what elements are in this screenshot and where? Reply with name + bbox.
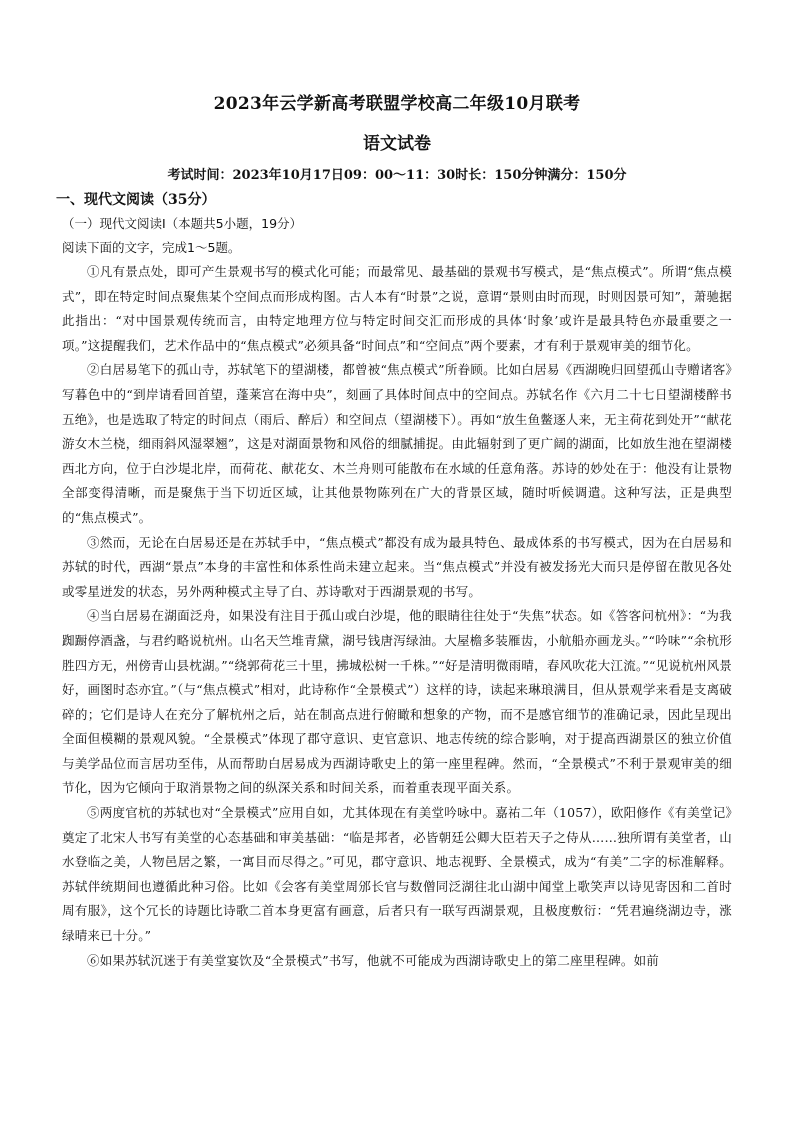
passage-paragraph-4: ④当白居易在湖面泛舟，如果没有注目于孤山或白沙堤，他的眼睛往往处于“失焦”状态。如《答客问杭州》：“为我踟蹰停酒盏，与君约略说杭州。山名天竺堆青黛，湖号钱唐泻绿油。大屋檐多装雁齿，小航船亦画龙头。”“吟味”“余杭形胜四方无，州傍青山县枕湖。”“绕郭荷花三十里，拂城松树一千株。”“好是清明微雨晴，春风吹花大江流。”“见说杭州风景好，画图时态亦宜。”（与“焦点模式”相对，此诗称作“全景模式”）这样的诗，读起来琳琅满目，但从景观学来看是支离破碎的；它们是诗人在充分了解杭州之后，站在制高点进行俯瞰和想象的产物，而不是感官细节的准确记录，因此呈现出全面但模糊的景观风貌。“全景模式”体现了郡守意识、吏官意识、地志传统的综合影响，对于提高西湖景区的独立价值与美学品位而言居功至伟，从而帮助白居易成为西湖诗歌史上的第一座里程碑。然而，“全景模式”不利于景观审美的细节化，因为它倾向于取消景物之间的纵深关系和时间关系，而着重表现平面关系。 [62,608,732,796]
passage-paragraph-5: ⑤两度官杭的苏轼也对“全景模式”应用自如，尤其体现在有美堂吟咏中。嘉祐二年（1057），欧阳修作《有美堂记》奠定了北宋人书写有美堂的心态基础和审美基础：“临是邦者，必皆朝廷公卿大臣若天子之侍从……独所谓有美堂者，山水登临之美，人物邑居之繁，一寓目而尽得之。”可见，郡守意识、地志视野、全景模式，成为“有美”二字的标准解释。苏轼伴统期间也遵循此种习俗。比如《会客有美堂周邠长官与数僧同泛湖往北山湖中闻堂上歌笑声以诗见寄因和二首时周有服》，这个冗长的诗题比诗歌二首本身更富有画意，后者只有一联写西湖景观，且极度敷衍：“凭君遍绕湖边寺，涨绿晴来已十分。” [62,805,732,944]
section-heading: 一、现代文阅读（35分） [56,192,216,208]
passage-paragraph-2: ②白居易笔下的孤山寺，苏轼笔下的望湖楼，都曾被“焦点模式”所眷顾。比如白居易《西湖晚归回望孤山寺赠诸客》写暮色中的“到岸请看回首望，蓬莱宫在海中央”，刻画了具体时间点中的空间点。苏轼名作《六月二十七日望湖楼醉书五绝》，也是选取了特定的时间点（雨后、醉后）和空间点（望湖楼下）。再如“放生鱼鳖逐人来，无主荷花到处开”“献花游女木兰桡，细雨斜风湿翠翘”，这是对湖面景物和风俗的细腻捕捉。由此辐射到了更广阔的湖面，比如放生池在望湖楼西北方向，位于白沙堤北岸，而荷花、献花女、木兰舟则可能散布在水域的任意角落。苏诗的妙处在于：他没有让景物全部变得清晰，而是聚焦于当下切近区域，让其他景物陈列在广大的背景区域，随时听候调遣。这种写法，正是典型的“焦点模式”。 [62,362,732,525]
exam-title: 2023年云学新高考联盟学校高二年级10月联考 [213,94,581,114]
passage-paragraph-1: ①凡有景点处，即可产生景观书写的模式化可能；而最常见、最基础的景观书写模式，是“焦点模式”。所谓“焦点模式”，即在特定时间点聚焦某个空间点而形成构图。古人本有“时景”之说，意谓“景则由时而现，时则因景可知”，萧驰据此指出：“对中国景观传统而言，由特定地理方位与特定时间交汇而形成的具体‘时象’或许是最具特色亦最重要之一项。”这提醒我们，艺术作品中的“焦点模式”必须具备“时间点”和“空间点”两个要素，才有利于景观审美的细节化。 [62,264,732,353]
passage-paragraph-3: ③然而，无论在白居易还是在苏轼手中，“焦点模式”都没有成为最具特色、最成体系的书写模式，因为在白居易和苏轼的时代，西湖“景点”本身的丰富性和体系性尚未建立起来。当“焦点模式”并没有被发扬光大而只是停留在散见各处或零星迸发的状态，另外两种模式主导了白、苏诗歌对于西湖景观的书写。 [62,534,732,599]
reading-passage [62,260,732,973]
exam-info: 考试时间：2023年10月17日09：00～11：30时长：150分钟满分：150分 [167,168,627,183]
subject-title: 语文试卷 [363,134,431,154]
section-subheading: （一）现代文阅读Ⅰ（本题共5小题，19分） [62,216,303,231]
passage-paragraph-6: ⑥如果苏轼沉迷于有美堂宴饮及“全景模式”书写，他就不可能成为西湖诗歌史上的第二座里程碑。如前 [87,952,659,968]
reading-instruction: 阅读下面的文字，完成1～5题。 [62,240,241,255]
